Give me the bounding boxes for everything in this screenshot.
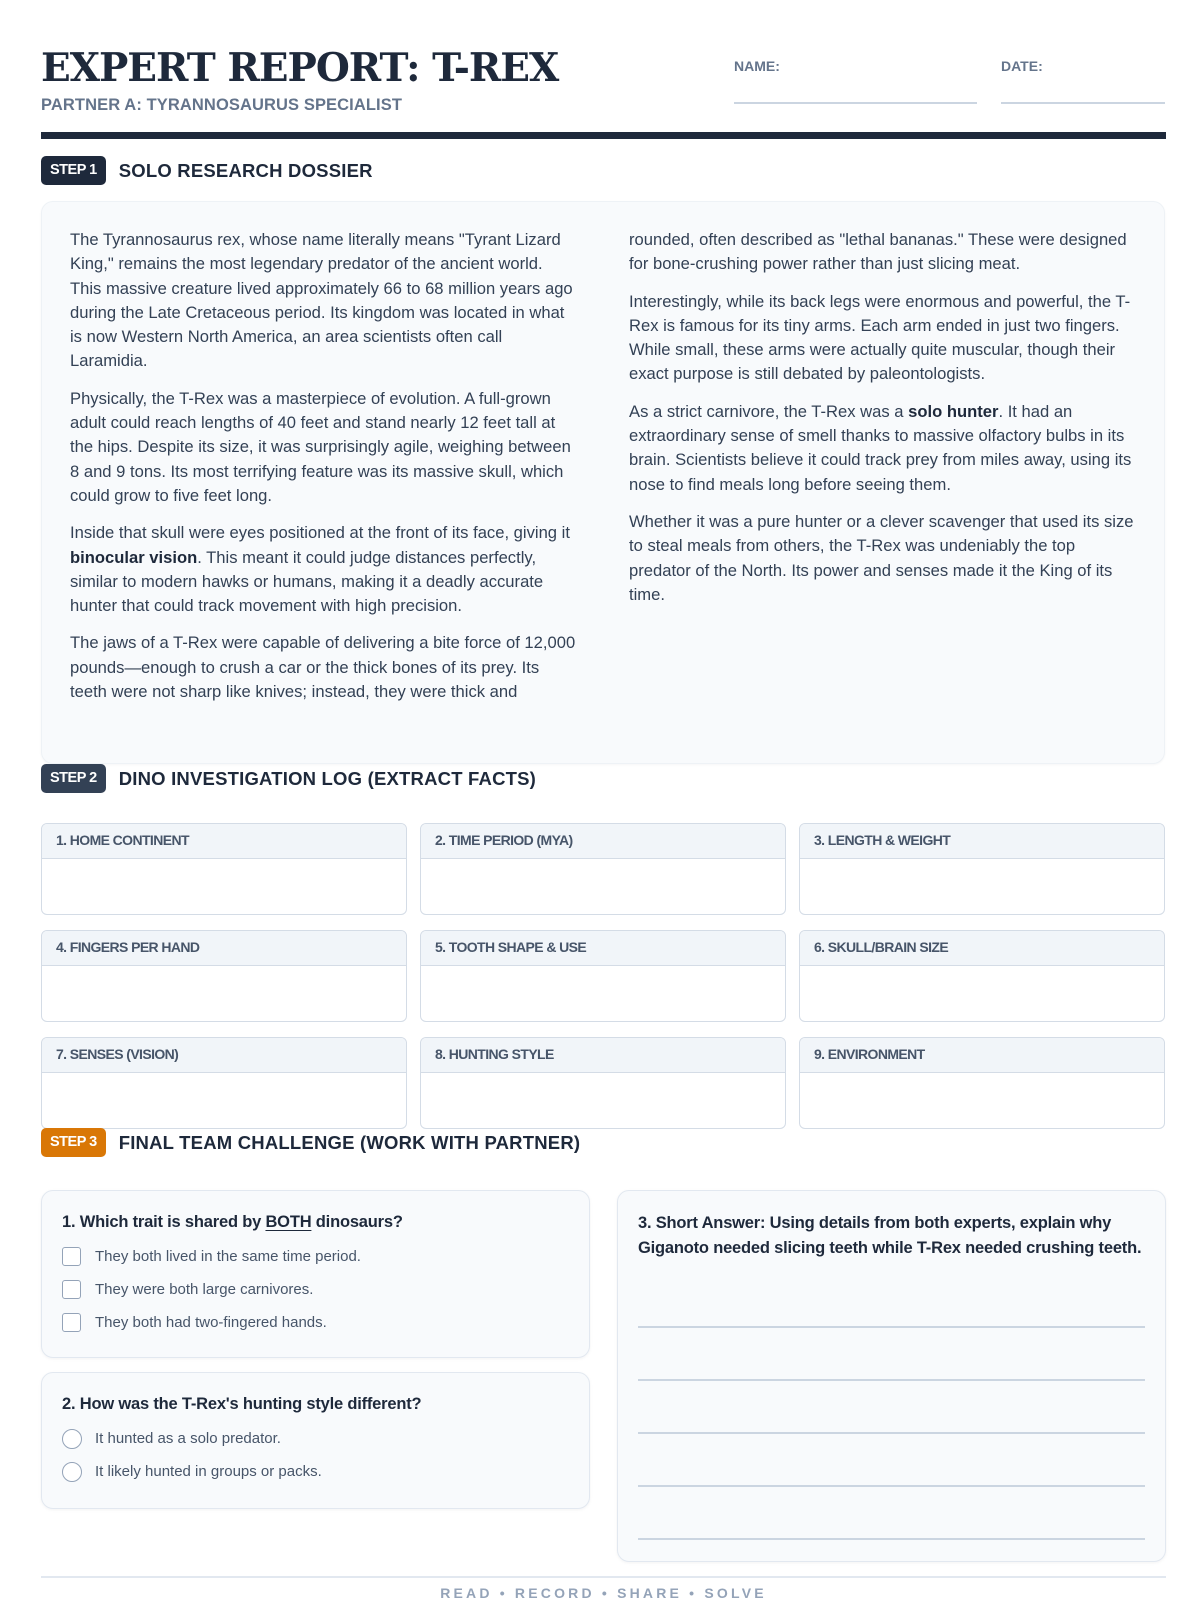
log-cell-answer[interactable] bbox=[42, 859, 406, 914]
dossier-paragraph-6: As a strict carnivore, the T-Rex was a solo hunter. It had an extraordinary sense of smell thanks to massive olfactory bulbs in its brain. Scientists believe it could track prey from miles away, using its nose to find meals long before seeing them. bbox=[629, 401, 1132, 494]
radio-button[interactable] bbox=[62, 1462, 82, 1482]
option-label: It hunted as a solo predator. bbox=[95, 1430, 281, 1447]
option-label: They were both large carnivores. bbox=[95, 1281, 314, 1298]
question-3-title: 3. Short Answer: Using details from both experts, explain why Giganoto needed slicing teeth while T-Rex needed crushing teeth. bbox=[638, 1214, 1142, 1257]
answer-line-4[interactable] bbox=[638, 1485, 1145, 1487]
step2-heading bbox=[41, 764, 536, 793]
step1-badge: STEP 1 bbox=[41, 156, 106, 185]
step3-title: FINAL TEAM CHALLENGE (WORK WITH PARTNER) bbox=[118, 1131, 581, 1153]
q2-option-1[interactable] bbox=[62, 1422, 569, 1455]
dossier-paragraph-1: The Tyrannosaurus rex, whose name literally means "Tyrant Lizard King," remains the most legendary predator of the ancient world. This massive creature lived approximately 66 to 68 million years ago during the Late Cretaceous period. Its kingdom was located in what is now Western North America, an area scientists often call Laramidia. bbox=[70, 230, 573, 371]
log-cell-senses[interactable] bbox=[41, 1037, 407, 1129]
log-cell-label: 6. SKULL/BRAIN SIZE bbox=[800, 931, 1164, 966]
name-input-line[interactable] bbox=[734, 102, 977, 104]
dossier-paragraph-4: The jaws of a T-Rex were capable of delivering a bite force of 12,000 pounds—enough to crush a car or the thick bones of its prey. Its teeth were not sharp like knives; instead, they were thick and rounded, often described as "lethal bananas." These were designed for bone-crushing power rather than just slicing meat. bbox=[70, 230, 1127, 702]
log-cell-answer[interactable] bbox=[421, 859, 785, 914]
question-3-card bbox=[617, 1190, 1166, 1562]
log-cell-label: 2. TIME PERIOD (MYA) bbox=[421, 824, 785, 859]
emphasis-both: BOTH bbox=[265, 1213, 312, 1231]
worksheet-page bbox=[41, 0, 1166, 1601]
key-term-binocular-vision: binocular vision bbox=[70, 547, 198, 567]
q1-option-2[interactable] bbox=[62, 1273, 569, 1306]
question-2-title: 2. How was the T-Rex's hunting style different? bbox=[62, 1395, 422, 1413]
log-cell-skull-brain-size[interactable] bbox=[799, 930, 1165, 1022]
dossier-paragraph-5: Interestingly, while its back legs were enormous and powerful, the T-Rex is famous for its tiny arms. Each arm ended in just two fingers. While small, these arms were actually quite muscular, though their exact purpose is still debated by paleontologists. bbox=[629, 291, 1131, 384]
footer-motto: READ • RECORD • SHARE • SOLVE bbox=[440, 1585, 767, 1601]
answer-line-5[interactable] bbox=[638, 1538, 1145, 1540]
answer-line-2[interactable] bbox=[638, 1379, 1145, 1381]
answer-line-1[interactable] bbox=[638, 1326, 1145, 1328]
log-cell-answer[interactable] bbox=[421, 966, 785, 1021]
question-1-card bbox=[41, 1190, 590, 1358]
step3-heading bbox=[41, 1128, 580, 1157]
log-cell-answer[interactable] bbox=[421, 1073, 785, 1128]
step1-title: SOLO RESEARCH DOSSIER bbox=[118, 159, 373, 181]
log-cell-label: 4. FINGERS PER HAND bbox=[42, 931, 406, 966]
step2-badge: STEP 2 bbox=[41, 764, 106, 793]
log-cell-fingers-per-hand[interactable] bbox=[41, 930, 407, 1022]
question-2-card bbox=[41, 1372, 590, 1509]
research-dossier bbox=[41, 201, 1165, 764]
step3-badge: STEP 3 bbox=[41, 1128, 106, 1157]
question-1-title: 1. Which trait is shared by BOTH dinosaurs? bbox=[62, 1213, 403, 1231]
log-cell-label: 8. HUNTING STYLE bbox=[421, 1038, 785, 1073]
q1-option-3[interactable] bbox=[62, 1306, 569, 1339]
log-cell-label: 5. TOOTH SHAPE & USE bbox=[421, 931, 785, 966]
dossier-paragraph-3: Inside that skull were eyes positioned at the front of its face, giving it binocular vision. This meant it could judge distances perfectly, similar to modern hawks or humans, making it a deadly accurate hunter that could track movement with high precision. bbox=[70, 523, 570, 616]
checkbox[interactable] bbox=[62, 1280, 81, 1299]
step1-heading bbox=[41, 156, 373, 185]
log-cell-environment[interactable] bbox=[799, 1037, 1165, 1129]
dossier-paragraph-2: Physically, the T-Rex was a masterpiece of evolution. A full-grown adult could reach lengths of 40 feet and stand nearly 12 feet tall at the hips. Despite its size, it was surprisingly agile, weighing between 8 and 9 tons. Its most terrifying feature was its massive skull, which could grow to five feet long. bbox=[70, 388, 571, 505]
name-field[interactable] bbox=[734, 58, 780, 74]
dossier-text bbox=[70, 228, 1136, 738]
log-cell-label: 7. SENSES (VISION) bbox=[42, 1038, 406, 1073]
page-title: EXPERT REPORT: T-REX bbox=[41, 45, 559, 91]
log-cell-label: 9. ENVIRONMENT bbox=[800, 1038, 1164, 1073]
log-cell-hunting-style[interactable] bbox=[420, 1037, 786, 1129]
worksheet-header bbox=[41, 0, 1166, 140]
log-cell-length-weight[interactable] bbox=[799, 823, 1165, 915]
log-cell-home-continent[interactable] bbox=[41, 823, 407, 915]
name-label: NAME: bbox=[734, 58, 780, 74]
page-subtitle: PARTNER A: TYRANNOSAURUS SPECIALIST bbox=[41, 96, 403, 114]
option-label: They both lived in the same time period. bbox=[95, 1248, 361, 1265]
checkbox[interactable] bbox=[62, 1313, 81, 1332]
radio-button[interactable] bbox=[62, 1429, 82, 1449]
answer-line-3[interactable] bbox=[638, 1432, 1145, 1434]
date-label: DATE: bbox=[1001, 58, 1043, 74]
option-label: They both had two-fingered hands. bbox=[95, 1314, 327, 1331]
log-cell-label: 3. LENGTH & WEIGHT bbox=[800, 824, 1164, 859]
log-cell-answer[interactable] bbox=[42, 1073, 406, 1128]
footer-divider bbox=[41, 1576, 1166, 1578]
log-cell-answer[interactable] bbox=[800, 859, 1164, 914]
checkbox[interactable] bbox=[62, 1247, 81, 1266]
header-divider bbox=[41, 132, 1166, 139]
investigation-log-grid bbox=[41, 823, 1165, 1129]
step2-title: DINO INVESTIGATION LOG (EXTRACT FACTS) bbox=[118, 767, 537, 789]
log-cell-tooth-shape[interactable] bbox=[420, 930, 786, 1022]
date-input-line[interactable] bbox=[1001, 102, 1165, 104]
log-cell-answer[interactable] bbox=[800, 966, 1164, 1021]
date-field[interactable] bbox=[1001, 58, 1043, 74]
log-cell-time-period[interactable] bbox=[420, 823, 786, 915]
log-cell-label: 1. HOME CONTINENT bbox=[42, 824, 406, 859]
log-cell-answer[interactable] bbox=[800, 1073, 1164, 1128]
key-term-solo-hunter: solo hunter bbox=[908, 401, 999, 421]
q1-option-1[interactable] bbox=[62, 1240, 569, 1273]
q2-option-2[interactable] bbox=[62, 1455, 569, 1488]
log-cell-answer[interactable] bbox=[42, 966, 406, 1021]
dossier-paragraph-7: Whether it was a pure hunter or a clever scavenger that used its size to steal meals from others, the T-Rex was undeniably the top predator of the North. Its power and senses made it the King of its time. bbox=[629, 511, 1134, 604]
option-label: It likely hunted in groups or packs. bbox=[95, 1463, 322, 1480]
